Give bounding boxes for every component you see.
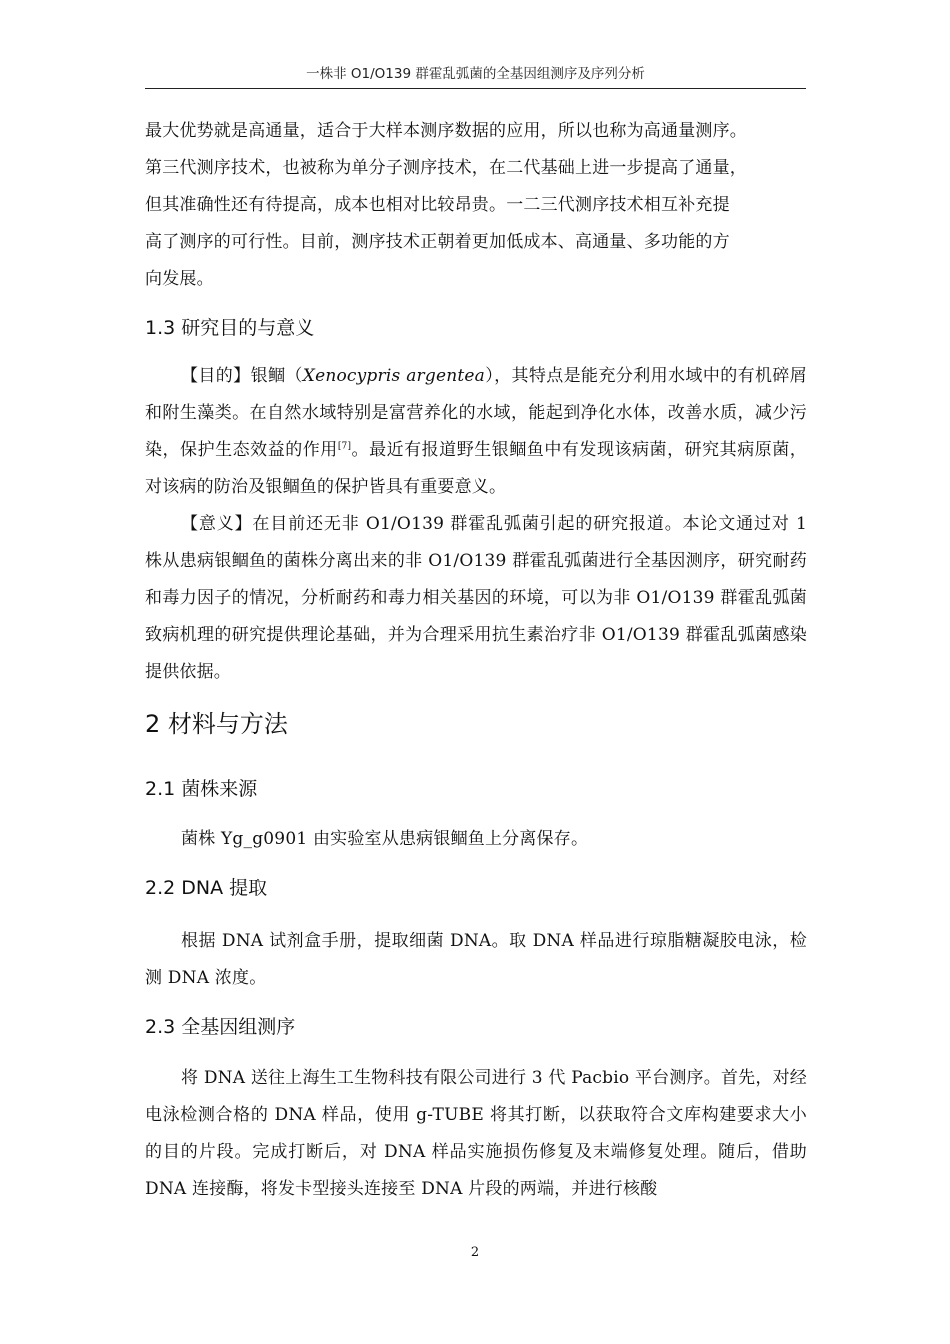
section-1-3-body bbox=[145, 358, 807, 691]
intro-line: 高了测序的可行性。目前，测序技术正朝着更加低成本、高通量、多功能的方 bbox=[145, 232, 730, 252]
significance-paragraph: 【意义】在目前还无非 O1/O139 群霍乱弧菌引起的研究报道。本论文通过对 1 株从患病银鲴鱼的菌株分离出来的非 O1/O139 群霍乱弧菌进行全基因测序，研究耐药和毒力因子的情况，分析耐药和毒力相关基因的环境，可以为非 O1/O139 群霍乱弧菌致病机理的研究提供理论基础，并为合理采用抗生素治疗非 O1/O139 群霍乱弧菌感染提供依据。 bbox=[145, 514, 807, 682]
intro-line: 最大优势就是高通量，适合于大样本测序数据的应用，所以也称为高通量测序。 bbox=[145, 121, 747, 141]
intro-line: 第三代测序技术，也被称为单分子测序技术，在二代基础上进一步提高了通量， bbox=[145, 158, 747, 178]
strain-source-paragraph: 菌株 Yg_g0901 由实验室从患病银鲴鱼上分离保存。 bbox=[181, 829, 589, 849]
section-heading-1-3: 1.3 研究目的与意义 bbox=[145, 317, 315, 339]
section-heading-2-1: 2.1 菌株来源 bbox=[145, 778, 258, 800]
header-divider bbox=[145, 88, 806, 89]
running-header: 一株非 O1/O139 群霍乱弧菌的全基因组测序及序列分析 bbox=[306, 66, 645, 82]
purpose-lead: 【目的】银鲴（ bbox=[181, 366, 303, 386]
dna-extraction-paragraph: 根据 DNA 试剂盒手册，提取细菌 DNA。取 DNA 样品进行琼脂糖凝胶电泳，检测 DNA 浓度。 bbox=[145, 931, 807, 988]
section-heading-2-3: 2.3 全基因组测序 bbox=[145, 1016, 296, 1038]
intro-paragraph bbox=[145, 113, 807, 298]
intro-line: 向发展。 bbox=[145, 269, 214, 289]
section-2-2-body bbox=[145, 923, 807, 997]
chapter-heading-2: 2 材料与方法 bbox=[145, 710, 288, 738]
purpose-body: ），其特点是能充分利用水域中的有机碎屑和附生藻类。在自然水域特别是富营养化的水域，能起到净化水体，改善水质，减少污染，保护生态效益的作用 bbox=[145, 366, 807, 460]
section-heading-2-2: 2.2 DNA 提取 bbox=[145, 877, 268, 899]
species-name: Xenocypris argentea bbox=[302, 366, 485, 386]
citation-ref: [7] bbox=[337, 441, 352, 452]
section-2-1-body bbox=[145, 821, 807, 858]
sequencing-paragraph: 将 DNA 送往上海生工生物科技有限公司进行 3 代 Pacbio 平台测序。首先，对经电泳检测合格的 DNA 样品，使用 g-TUBE 将其打断，以获取符合文库构建要求大小的目的片段。完成打断后，对 DNA 样品实施损伤修复及末端修复处理。随后，借助 DNA 连接酶，将发卡型接头连接至 DNA 片段的两端，并进行核酸 bbox=[145, 1068, 807, 1199]
purpose-tail: 。最近有报道野生银鲴鱼中有发现该病菌，研究其病原菌，对该病的防治及银鲴鱼的保护皆具有重要意义。 bbox=[145, 440, 807, 497]
page-number: 2 bbox=[470, 1245, 480, 1260]
purpose-paragraph bbox=[145, 358, 807, 506]
intro-line: 但其准确性还有待提高，成本也相对比较昂贵。一二三代测序技术相互补充提 bbox=[145, 195, 730, 215]
section-2-3-body bbox=[145, 1060, 807, 1208]
